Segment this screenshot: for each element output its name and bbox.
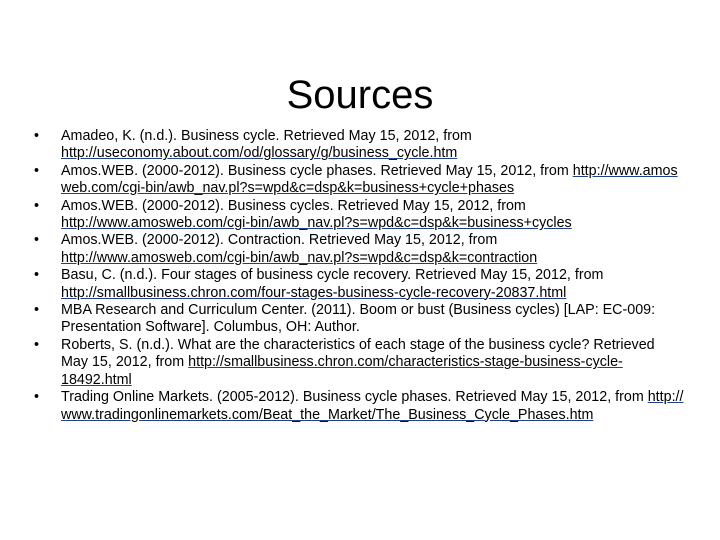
reference-item bbox=[34, 337, 684, 389]
reference-link[interactable]: http://www.tradingonlinemarkets.com/Beat_the_Market/The_Business_Cycle_Phases.htm bbox=[61, 389, 684, 423]
bullet-icon: • bbox=[34, 302, 40, 319]
reference-item bbox=[34, 389, 684, 424]
reference-item bbox=[34, 163, 684, 198]
reference-link[interactable]: http://www.amosweb.com/cgi-bin/awb_nav.pl?s=wpd&c=dsp&k=business+cycles bbox=[61, 215, 572, 232]
bullet-icon: • bbox=[34, 128, 40, 144]
reference-text: Amadeo, K. (n.d.). Business cycle. Retrieved May 15, 2012, from bbox=[61, 128, 472, 144]
reference-text: Trading Online Markets. (2005-2012). Business cycle phases. Retrieved May 15, 2012, from bbox=[61, 389, 648, 406]
reference-item bbox=[34, 198, 684, 233]
reference-text: MBA Research and Curriculum Center. (2011). Boom or bust (Business cycles) [LAP: EC-009: Presentation Software]. Columbus, OH: Author. bbox=[61, 302, 656, 336]
reference-link[interactable]: http://smallbusiness.chron.com/four-stages-business-cycle-recovery-20837.html bbox=[61, 284, 567, 301]
reference-link[interactable]: http://www.amosweb.com/cgi-bin/awb_nav.pl?s=wpd&c=dsp&k=business+cycle+phases bbox=[61, 162, 678, 197]
bullet-icon: • bbox=[34, 162, 40, 179]
reference-text: Amos.WEB. (2000-2012). Business cycles. Retrieved May 15, 2012, from bbox=[61, 197, 526, 214]
bullet-icon: • bbox=[34, 389, 40, 406]
reference-item bbox=[34, 267, 684, 302]
reference-link[interactable]: http://www.amosweb.com/cgi-bin/awb_nav.pl?s=wpd&c=dsp&k=contraction bbox=[61, 249, 538, 266]
reference-link[interactable]: http://useconomy.about.com/od/glossary/g/business_cycle.htm bbox=[61, 145, 458, 162]
reference-text: Amos.WEB. (2000-2012). Business cycle phases. Retrieved May 15, 2012, from bbox=[61, 162, 573, 179]
reference-list bbox=[34, 128, 684, 424]
reference-item bbox=[34, 128, 684, 163]
reference-text: Roberts, S. (n.d.). What are the characteristics of each stage of the business cycle? Retrieved May 15, 2012, from bbox=[61, 336, 655, 371]
reference-text: Amos.WEB. (2000-2012). Contraction. Retrieved May 15, 2012, from bbox=[61, 232, 498, 249]
slide-title: Sources bbox=[286, 72, 434, 117]
reference-item bbox=[34, 302, 684, 337]
bullet-icon: • bbox=[34, 267, 40, 284]
reference-link[interactable]: http://smallbusiness.chron.com/characteristics-stage-business-cycle-18492.html bbox=[61, 354, 623, 388]
bullet-icon: • bbox=[34, 197, 40, 214]
reference-text: Basu, C. (n.d.). Four stages of business cycle recovery. Retrieved May 15, 2012, from bbox=[61, 267, 604, 284]
bullet-icon: • bbox=[34, 232, 40, 249]
bullet-icon: • bbox=[34, 336, 40, 353]
reference-item bbox=[34, 232, 684, 267]
